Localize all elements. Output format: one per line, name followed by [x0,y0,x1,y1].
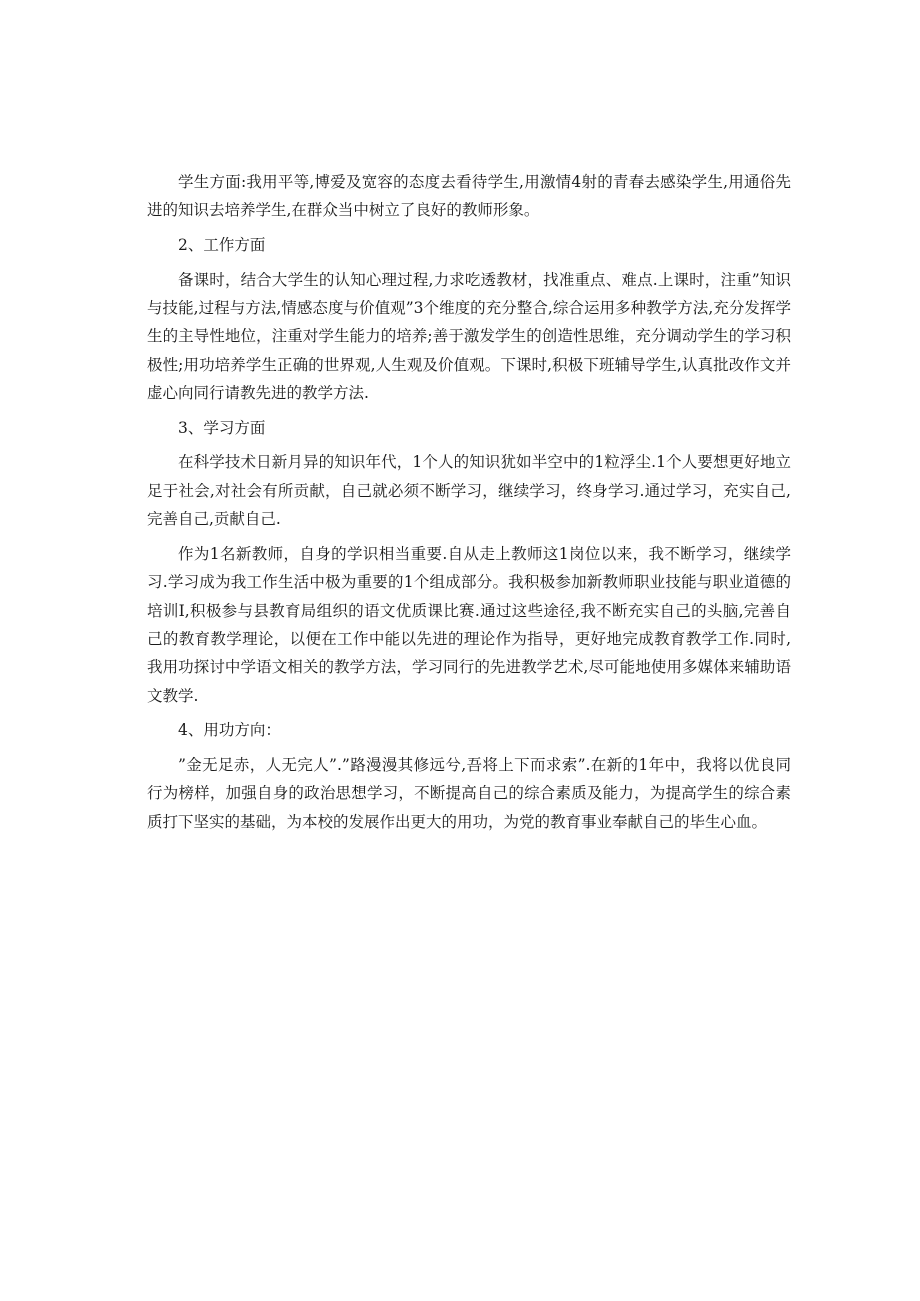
paragraph-study-1: 在科学技术日新月异的知识年代，1个人的知识犹如半空中的1粒浮尘.1个人要想更好地立足于社会,对社会有所贡献，自己就必须不断学习，继续学习，终身学习.通过学习，充实自己,完善自己,贡献自己. [147,453,791,529]
heading-work: 2、工作方面 [178,236,266,254]
paragraph-direction: ”金无足赤，人无完人”.”路漫漫其修远兮,吾将上下而求索”.在新的1年中，我将以优良同行为榜样，加强自身的政治思想学习，不断提高自己的综合素质及能力，为提高学生的综合素质打下坚实的基础，为本校的发展作出更大的用功，为党的教育事业奉献自己的毕生心血。 [147,756,791,831]
paragraph-students: 学生方面:我用平等,博爱及宽容的态度去看待学生,用激情4射的青春去感染学生,用通俗先进的知识去培养学生,在群众当中树立了良好的教师形象。 [147,173,791,220]
paragraph-work: 备课时，结合大学生的认知心理过程,力求吃透教材，找准重点、难点.上课时，注重”知识与技能,过程与方法,情感态度与价值观”3个维度的充分整合,综合运用多种教学方法,充分发挥学生的主导性地位，注重对学生能力的培养;善于激发学生的创造性思维，充分调动学生的学习积极性;用功培养学生正确的世界观,人生观及价值观。下课时,积极下班辅导学生,认真批改作文并虚心向同行请教先进的教学方法. [147,270,791,403]
paragraph-study-2: 作为1名新教师，自身的学识相当重要.自从走上教师这1岗位以来，我不断学习，继续学习.学习成为我工作生活中极为重要的1个组成部分。我积极参加新教师职业技能与职业道德的培训I,积极参与县教育局组织的语文优质课比赛.通过这些途径,我不断充实自己的头脑,完善自己的教育教学理论，以便在工作中能以先进的理论作为指导，更好地完成教育教学工作.同时,我用功探讨中学语文相关的教学方法，学习同行的先进教学艺术,尽可能地使用多媒体来辅助语文教学. [147,544,791,705]
document-body [147,168,791,842]
heading-study: 3、学习方面 [178,418,266,437]
heading-direction: 4、用功方向： [178,721,281,740]
